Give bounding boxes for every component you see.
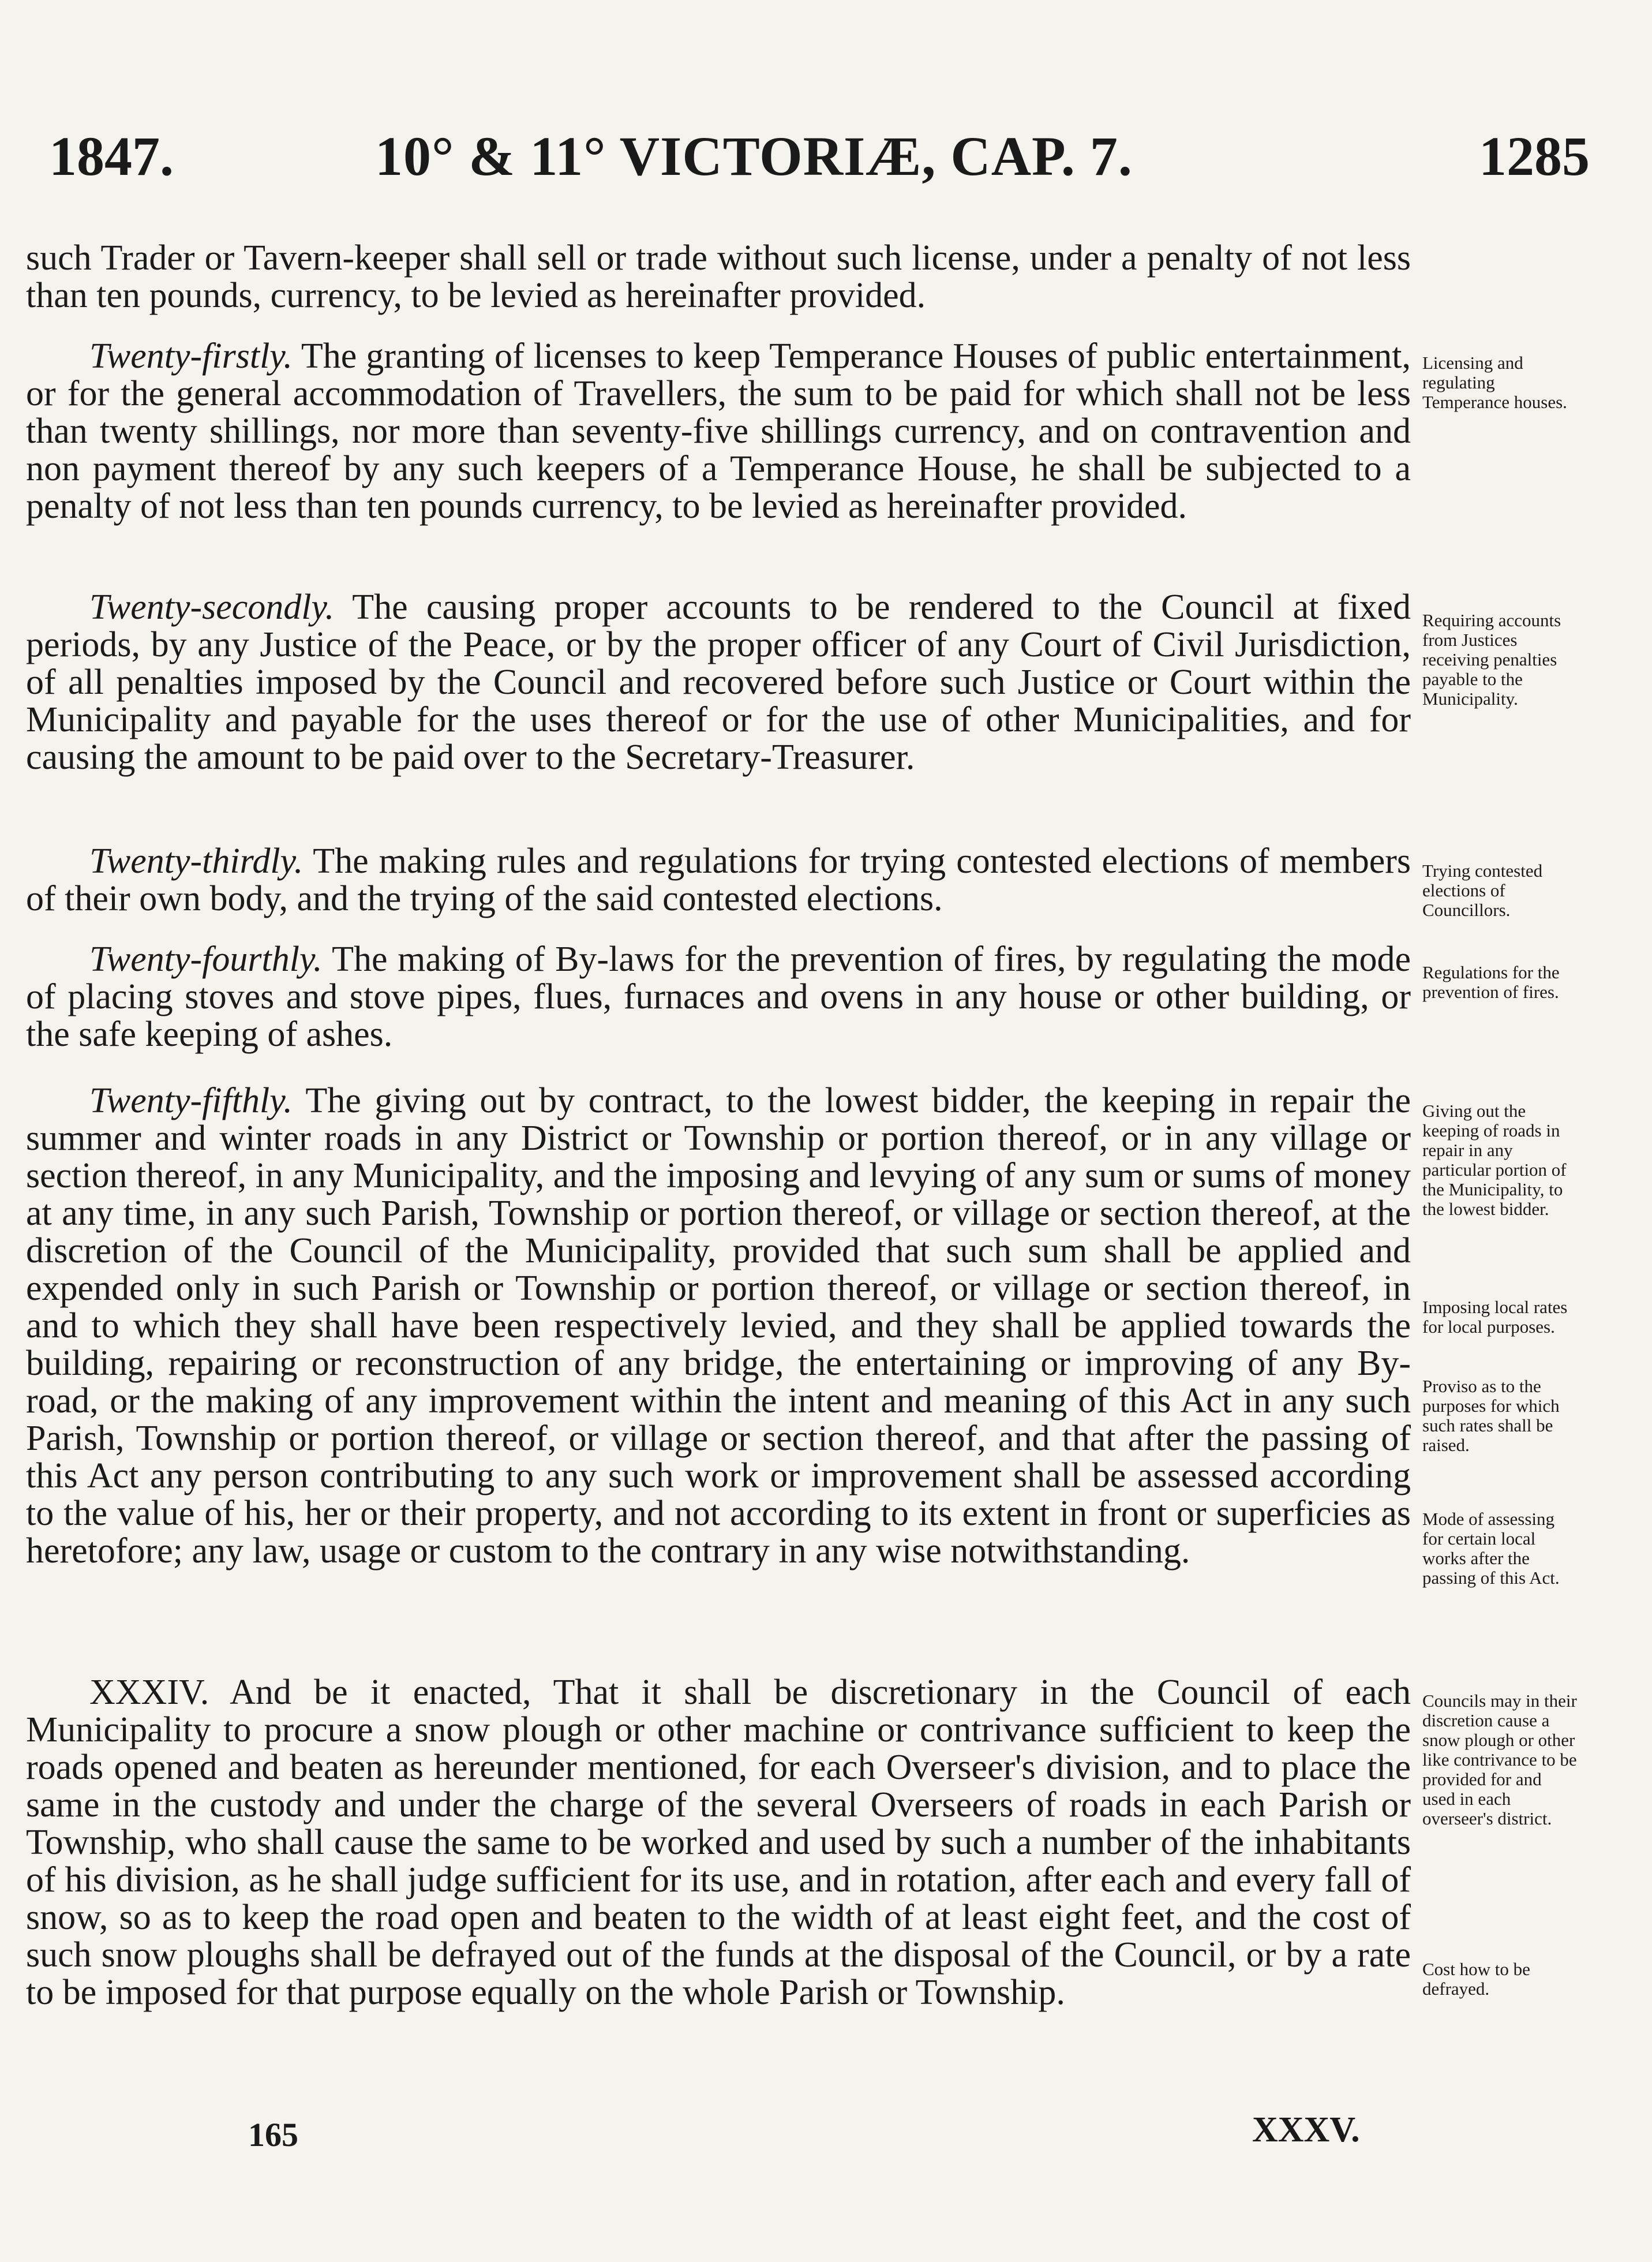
marginal-note: Imposing local rates for local purposes. <box>1422 1297 1568 1337</box>
paragraph-lead: Twenty-fourthly. <box>89 940 323 979</box>
marginal-note: Requiring accounts from Justices receiving penalties payable to the Municipality. <box>1422 610 1561 709</box>
marginal-note: Trying contested elections of Councillors. <box>1422 861 1543 920</box>
page-header <box>49 124 1590 193</box>
marginal-note: Councils may in their discretion cause a snow plough or other like contrivance to be provided for and used in each overseer's district. <box>1422 1691 1577 1829</box>
marginal-note: Cost how to be defrayed. <box>1422 1959 1530 1999</box>
marginal-note: Giving out the keeping of roads in repair in any particular portion of the Municipality, to the lowest bidder. <box>1422 1101 1567 1219</box>
header-title: 10° & 11° VICTORIÆ, CAP. 7. <box>375 125 1133 187</box>
paragraph-twenty-fifthly <box>26 1082 1411 1570</box>
paragraph-text: such Trader or Tavern-keeper shall sell or trade without such license, under a penalty of not less than ten pounds, currency, to be levied as hereinafter provided. <box>26 238 1411 315</box>
paragraph-text: The making of By-laws for the prevention of fires, by regulating the mode of placing stoves and stove pipes, flues, furnaces and ovens in any house or other building, or the safe keeping of ashes. <box>26 940 1411 1054</box>
paragraph-text: The causing proper accounts to be rendered to the Council at fixed periods, by any Justice of the Peace, or by the proper officer of any Court of Civil Jurisdiction, of all penalties imposed by the Council and recovered before such Justice or Court within the Municipality and payable for the uses thereof or for the use of other Municipalities, and for causing the amount to be paid over to the Secretary-Treasurer. <box>26 588 1411 777</box>
catchword: XXXV. <box>1252 2110 1360 2149</box>
marginal-note: Mode of assessing for certain local works after the passing of this Act. <box>1422 1509 1560 1588</box>
page-number: 1285 <box>1479 125 1590 187</box>
paragraph-text: The giving out by contract, to the lowest bidder, the keeping in repair the summer and winter roads in any District or Township or portion thereof, or in any village or section thereof, in any Municipality, and the imposing and levying of any sum or sums of money at any time, in any such Parish, Township or portion thereof, or village or section thereof, at the discretion of the Council of the Municipality, provided that such sum shall be applied and expended only in such Parish or Township or portion thereof, or village or section thereof, in and to which they shall have been respectively levied, and they shall be applied towards the building, repairing or reconstruction of any bridge, the entertaining or improving of any By-road, or the making of any improvement within the intent and meaning of this Act in any such Parish, Township or portion thereof, or village or section thereof, and that after the passing of this Act any person contributing to any such work or improvement shall be assessed according to the value of his, her or their property, and not according to its extent in front or superficies as heretofore; any law, usage or custom to the contrary in any wise notwithstanding. <box>26 1081 1411 1571</box>
marginal-note: Licensing and regulating Temperance houses. <box>1422 353 1567 412</box>
paragraph-text: The granting of licenses to keep Temperance Houses of public entertainment, or for the general accommodation of Travellers, the sum to be paid for which shall not be less than twenty shillings, nor more than seventy-five shillings currency, and on contravention and non payment thereof by any such keepers of a Temperance House, he shall be subjected to a penalty of not less than ten pounds currency, to be levied as hereinafter provided. <box>26 337 1411 526</box>
paragraph-lead: Twenty-fifthly. <box>89 1081 293 1120</box>
header-year: 1847. <box>49 125 174 187</box>
paragraph-text: XXXIV. And be it enacted, That it shall be discretionary in the Council of each Municipality to procure a snow plough or other machine or contrivance sufficient to keep the roads opened and beaten as hereunder mentioned, for each Overseer's division, and to place the same in the custody and under the charge of the several Overseers of roads in each Parish or Township, who shall cause the same to be worked and used by such a number of the inhabitants of his division, as he shall judge sufficient for its use, and in rotation, after each and every fall of snow, so as to keep the road open and beaten to the width of at least eight feet, and the cost of such snow ploughs shall be defrayed out of the funds at the disposal of the Council, or by a rate to be imposed for that purpose equally on the whole Parish or Township. <box>26 1673 1411 2012</box>
paragraph-lead: Twenty-firstly. <box>89 337 293 376</box>
section-xxxiv <box>26 1674 1411 2012</box>
marginal-note: Proviso as to the purposes for which such rates shall be raised. <box>1422 1376 1560 1455</box>
paragraph-twenty-fourthly <box>26 941 1411 1053</box>
paragraph-twenty-firstly <box>26 338 1411 525</box>
paragraph-twenty-secondly <box>26 589 1411 776</box>
paragraph-twenty-thirdly <box>26 843 1411 918</box>
marginal-note: Regulations for the prevention of fires. <box>1422 962 1560 1002</box>
paragraph-lead: Twenty-thirdly. <box>89 842 304 881</box>
paragraph-continuation <box>26 240 1411 315</box>
signature-mark: 165 <box>248 2116 298 2153</box>
paragraph-lead: Twenty-secondly. <box>89 588 335 627</box>
paragraph-text: The making rules and regulations for trying contested elections of members of their own body, and the trying of the said contested elections. <box>26 842 1411 918</box>
